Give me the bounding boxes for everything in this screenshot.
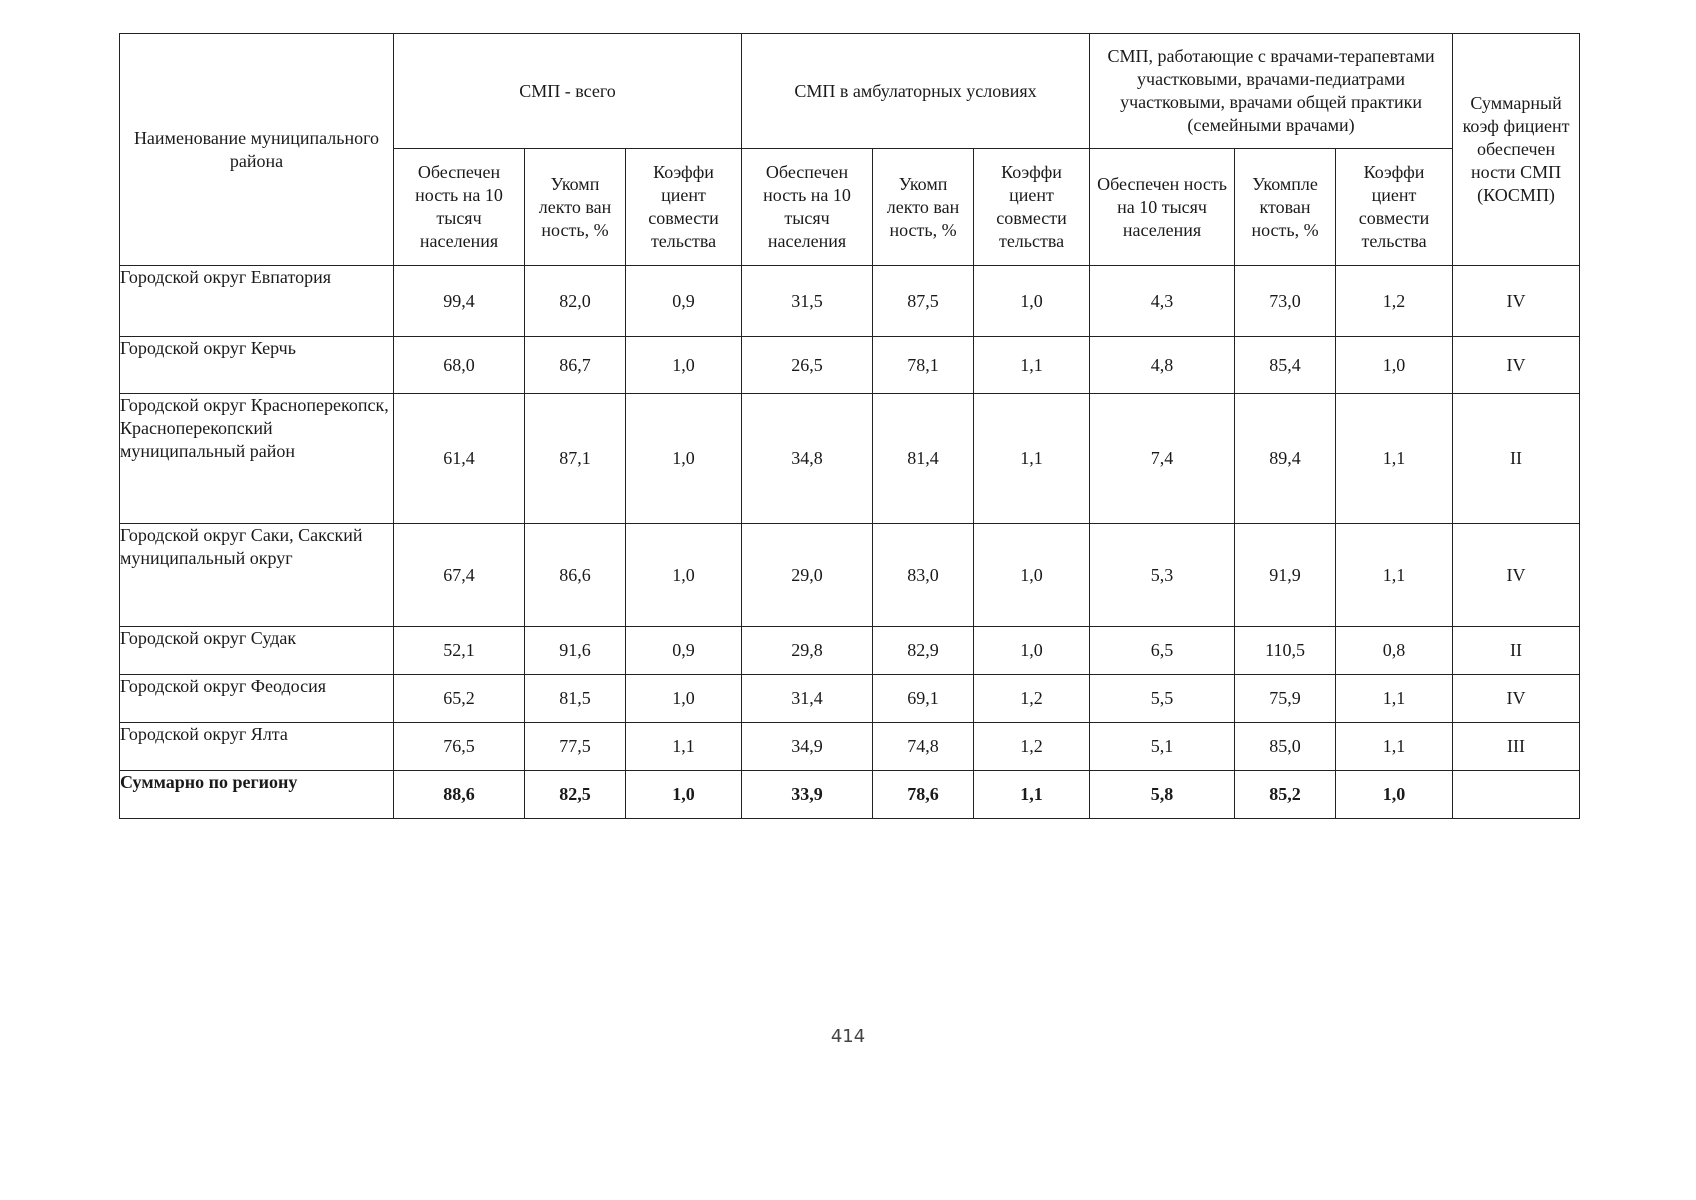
value-cell: 67,4	[394, 524, 525, 627]
subheader-staffing: Укомп лекто ван ность, %	[525, 149, 626, 266]
value-cell: 0,8	[1336, 627, 1453, 675]
district-name-cell: Городской округ Керчь	[120, 337, 394, 394]
table-row	[120, 675, 1580, 723]
subheader-provision: Обеспечен ность на 10 тысяч населения	[394, 149, 525, 266]
value-cell: 83,0	[873, 524, 974, 627]
category-cell: III	[1453, 723, 1580, 771]
value-cell: 34,8	[742, 394, 873, 524]
value-cell: 82,0	[525, 266, 626, 337]
category-cell: IV	[1453, 337, 1580, 394]
value-cell: 33,9	[742, 771, 873, 819]
district-name-cell: Городской округ Саки, Сакский муниципальный округ	[120, 524, 394, 627]
district-name-cell: Городской округ Красноперекопск, Красноперекопский муниципальный район	[120, 394, 394, 524]
district-name-cell: Городской округ Феодосия	[120, 675, 394, 723]
table-row	[120, 723, 1580, 771]
value-cell: 1,0	[1336, 771, 1453, 819]
value-cell: 73,0	[1235, 266, 1336, 337]
district-name-cell: Суммарно по региону	[120, 771, 394, 819]
value-cell: 1,0	[974, 524, 1090, 627]
value-cell: 68,0	[394, 337, 525, 394]
value-cell: 1,0	[1336, 337, 1453, 394]
value-cell: 81,5	[525, 675, 626, 723]
data-table-container	[119, 33, 1579, 819]
value-cell: 5,8	[1090, 771, 1235, 819]
value-cell: 5,1	[1090, 723, 1235, 771]
category-cell: II	[1453, 394, 1580, 524]
value-cell: 29,8	[742, 627, 873, 675]
value-cell: 1,0	[626, 337, 742, 394]
value-cell: 0,9	[626, 627, 742, 675]
value-cell: 1,1	[974, 771, 1090, 819]
value-cell: 65,2	[394, 675, 525, 723]
category-cell: IV	[1453, 675, 1580, 723]
category-cell: IV	[1453, 266, 1580, 337]
table-row	[120, 266, 1580, 337]
value-cell: 1,0	[626, 394, 742, 524]
value-cell: 1,2	[974, 675, 1090, 723]
value-cell: 1,0	[974, 627, 1090, 675]
value-cell: 5,3	[1090, 524, 1235, 627]
value-cell: 1,1	[1336, 524, 1453, 627]
value-cell: 34,9	[742, 723, 873, 771]
value-cell: 74,8	[873, 723, 974, 771]
value-cell: 0,9	[626, 266, 742, 337]
value-cell: 1,1	[974, 394, 1090, 524]
value-cell: 110,5	[1235, 627, 1336, 675]
subheader-provision: Обеспечен ность на 10 тысяч населения	[1090, 149, 1235, 266]
value-cell: 88,6	[394, 771, 525, 819]
value-cell: 85,4	[1235, 337, 1336, 394]
value-cell: 78,6	[873, 771, 974, 819]
district-name-cell: Городской округ Евпатория	[120, 266, 394, 337]
data-table	[119, 33, 1580, 819]
value-cell: 81,4	[873, 394, 974, 524]
header-row-groups	[120, 34, 1580, 149]
value-cell: 1,1	[1336, 723, 1453, 771]
value-cell: 76,5	[394, 723, 525, 771]
value-cell: 99,4	[394, 266, 525, 337]
table-row	[120, 394, 1580, 524]
subheader-staffing: Укомп лекто ван ность, %	[873, 149, 974, 266]
value-cell: 91,9	[1235, 524, 1336, 627]
category-cell: II	[1453, 627, 1580, 675]
value-cell: 1,0	[974, 266, 1090, 337]
value-cell: 82,9	[873, 627, 974, 675]
value-cell: 1,1	[1336, 675, 1453, 723]
value-cell: 87,1	[525, 394, 626, 524]
value-cell: 4,8	[1090, 337, 1235, 394]
column-header-summary-coefficient: Суммарный коэф фициент обеспечен ности СМП (КОСМП)	[1453, 34, 1580, 266]
value-cell: 31,5	[742, 266, 873, 337]
value-cell: 91,6	[525, 627, 626, 675]
value-cell: 1,0	[626, 675, 742, 723]
value-cell: 82,5	[525, 771, 626, 819]
table-row	[120, 524, 1580, 627]
value-cell: 69,1	[873, 675, 974, 723]
value-cell: 86,7	[525, 337, 626, 394]
value-cell: 29,0	[742, 524, 873, 627]
value-cell: 85,2	[1235, 771, 1336, 819]
value-cell: 75,9	[1235, 675, 1336, 723]
category-cell: IV	[1453, 524, 1580, 627]
subheader-coefficient: Коэффи циент совмести тельства	[974, 149, 1090, 266]
value-cell: 26,5	[742, 337, 873, 394]
value-cell: 86,6	[525, 524, 626, 627]
value-cell: 78,1	[873, 337, 974, 394]
value-cell: 52,1	[394, 627, 525, 675]
value-cell: 77,5	[525, 723, 626, 771]
group-header-smp-with-district-doctors: СМП, работающие с врачами-терапевтами участковыми, врачами-педиатрами участковыми, врачами общей практики (семейными врачами)	[1090, 34, 1453, 149]
category-cell	[1453, 771, 1580, 819]
column-header-district-name: Наименование муниципального района	[120, 34, 394, 266]
value-cell: 1,1	[974, 337, 1090, 394]
value-cell: 1,2	[1336, 266, 1453, 337]
group-header-smp-outpatient: СМП в амбулаторных условиях	[742, 34, 1090, 149]
subheader-coefficient: Коэффи циент совмести тельства	[626, 149, 742, 266]
district-name-cell: Городской округ Ялта	[120, 723, 394, 771]
value-cell: 85,0	[1235, 723, 1336, 771]
district-name-cell: Городской округ Судак	[120, 627, 394, 675]
value-cell: 7,4	[1090, 394, 1235, 524]
page-number: 414	[830, 1026, 866, 1047]
value-cell: 89,4	[1235, 394, 1336, 524]
value-cell: 31,4	[742, 675, 873, 723]
subheader-coefficient: Коэффи циент совмести тельства	[1336, 149, 1453, 266]
value-cell: 1,0	[626, 771, 742, 819]
value-cell: 1,1	[626, 723, 742, 771]
value-cell: 1,1	[1336, 394, 1453, 524]
value-cell: 4,3	[1090, 266, 1235, 337]
value-cell: 5,5	[1090, 675, 1235, 723]
table-row-total	[120, 771, 1580, 819]
table-row	[120, 337, 1580, 394]
subheader-staffing: Укомпле ктован ность, %	[1235, 149, 1336, 266]
subheader-provision: Обеспечен ность на 10 тысяч населения	[742, 149, 873, 266]
value-cell: 6,5	[1090, 627, 1235, 675]
value-cell: 1,0	[626, 524, 742, 627]
table-row	[120, 627, 1580, 675]
value-cell: 61,4	[394, 394, 525, 524]
value-cell: 1,2	[974, 723, 1090, 771]
value-cell: 87,5	[873, 266, 974, 337]
group-header-smp-total: СМП - всего	[394, 34, 742, 149]
